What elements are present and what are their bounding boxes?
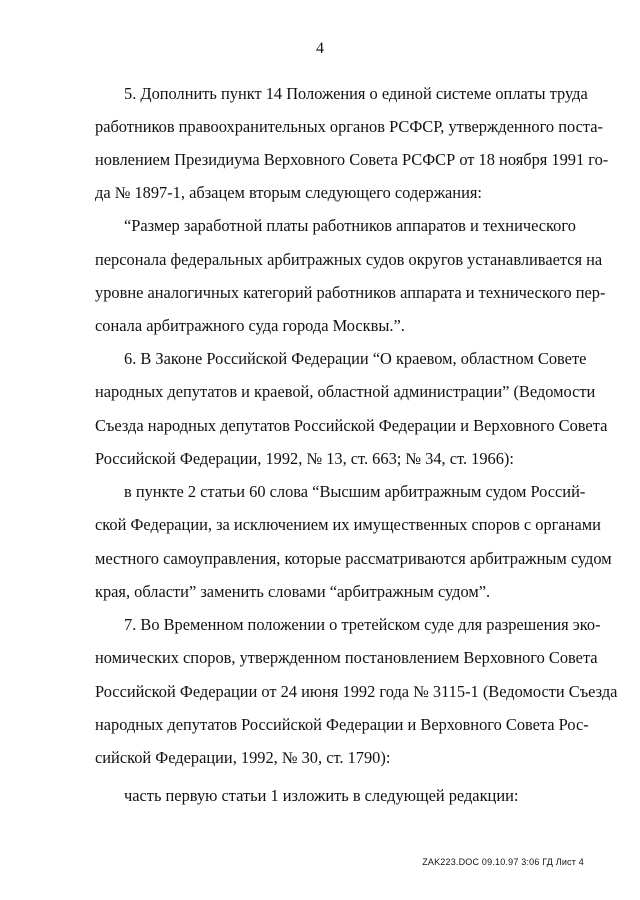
page-number: 4 [316,40,324,57]
text-line: в пункте 2 статьи 60 слова “Высшим арбитражным судом Россий- [124,482,586,501]
text-line: края, области” заменить словами “арбитражным судом”. [95,582,491,601]
text-line: народных депутатов Российской Федерации и Верховного Совета Рос- [95,715,589,734]
text-line: Российской Федерации, 1992, № 13, ст. 663; № 34, ст. 1966): [95,449,514,468]
text-line: 5. Дополнить пункт 14 Положения о единой системе оплаты труда [124,84,588,103]
text-line: номических споров, утвержденном постановлением Верховного Совета [95,648,598,667]
footer-file-info: ZAK223.DOC 09.10.97 3:06 ГД Лист 4 [422,857,584,867]
text-line: Съезда народных депутатов Российской Федерации и Верховного Совета [95,416,608,435]
text-line: сийской Федерации, 1992, № 30, ст. 1790): [95,748,391,767]
text-line: персонала федеральных арбитражных судов округов устанавливается на [95,250,603,269]
text-line: народных депутатов и краевой, областной администрации” (Ведомости [95,382,596,401]
text-line: часть первую статьи 1 изложить в следующей редакции: [124,786,519,805]
text-line: “Размер заработной платы работников аппаратов и технического [124,216,576,235]
text-line: Российской Федерации от 24 июня 1992 года № 3115-1 (Ведомости Съезда [95,682,618,701]
text-line: уровне аналогичных категорий работников аппарата и технического пер- [95,283,606,302]
text-line: 7. Во Временном положении о третейском суде для разрешения эко- [124,615,601,634]
text-line: новлением Президиума Верховного Совета РСФСР от 18 ноября 1991 го- [95,150,609,169]
text-line: ской Федерации, за исключением их имущественных споров с органами [95,515,601,534]
text-line: да № 1897-1, абзацем вторым следующего содержания: [95,183,482,202]
text-line: 6. В Законе Российской Федерации “О краевом, областном Совете [124,349,587,368]
text-line: сонала арбитражного суда города Москвы.”. [95,316,405,335]
text-line: работников правоохранительных органов РСФСР, утвержденного поста- [95,117,603,136]
text-line: местного самоуправления, которые рассматриваются арбитражным судом [95,549,612,568]
